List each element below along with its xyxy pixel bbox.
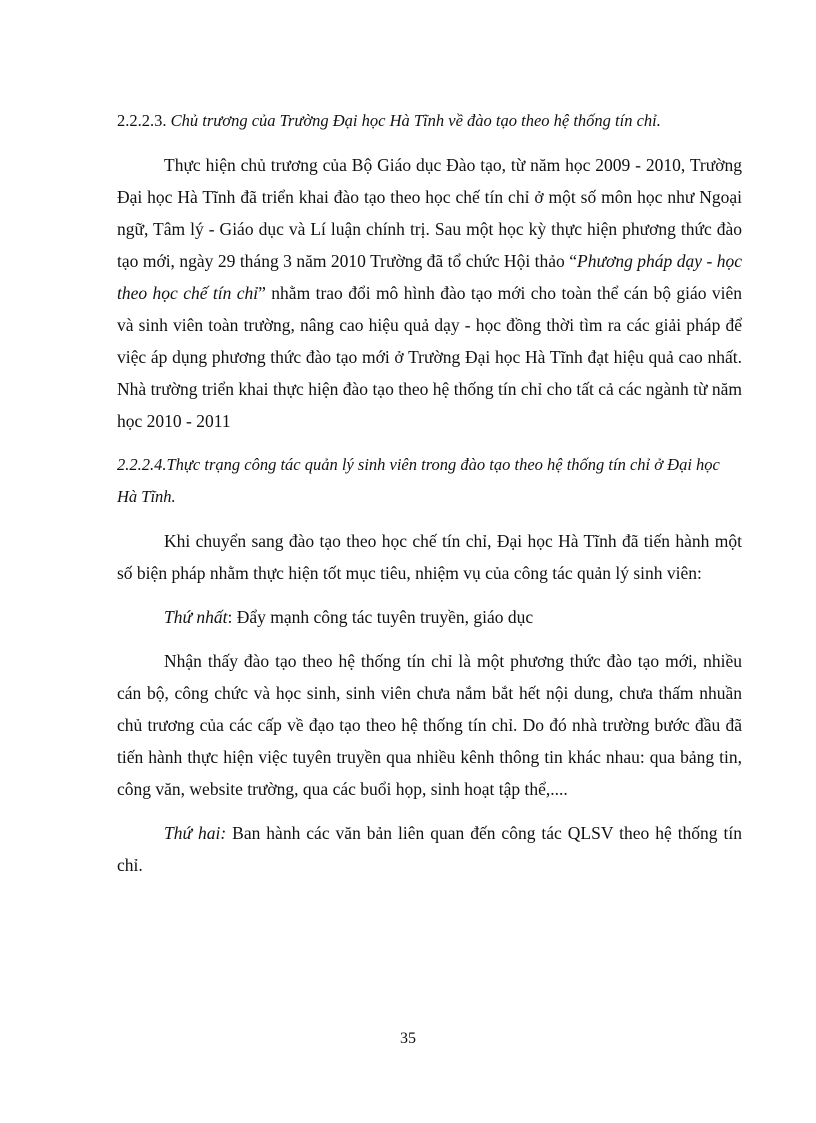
section-number: 2.2.2.3. <box>117 111 167 130</box>
paragraph-text: Thực hiện chủ trương của Bộ Giáo dục Đào tạo, từ năm học 2009 - 2010, Trường Đại học Hà Tĩnh đã triển khai đào tạo theo học chế tín chỉ ở một số môn học như Ngoại ngữ, Tâm lý - Giáo dục và Lí luận chính trị. Sau một học kỳ thực hiện phương thức đào tạo mới, ngày 29 tháng 3 năm 2010 Trường đã tổ chức Hội thảo “ <box>117 155 742 271</box>
document-page <box>117 105 742 893</box>
paragraph-text: ” nhằm trao đổi mô hình đào tạo mới cho toàn thể cán bộ giáo viên và sinh viên toàn trường, nâng cao hiệu quả dạy - học đồng thời tìm ra các giải pháp để việc áp dụng phương thức đào tạo mới ở Trường Đại học Hà Tĩnh đạt hiệu quả cao nhất. Nhà trường triển khai thực hiện đào tạo theo hệ thống tín chỉ cho tất cả các ngành từ năm học 2010 - 2011 <box>117 283 742 431</box>
section-heading-2-2-2-4: 2.2.2.4.Thực trạng công tác quản lý sinh viên trong đào tạo theo hệ thống tín chỉ ở Đại học Hà Tĩnh. <box>117 455 720 506</box>
list-item-second <box>117 817 742 881</box>
section-title: Chủ trương của Trường Đại học Hà Tĩnh về đào tạo theo hệ thống tín chỉ. <box>170 111 661 130</box>
item-text: Ban hành các văn bản liên quan đến công tác QLSV theo hệ thống tín chỉ. <box>117 823 742 875</box>
paragraph-propaganda: Nhận thấy đào tạo theo hệ thống tín chỉ là một phương thức đào tạo mới, nhiều cán bộ, công chức và học sinh, sinh viên chưa nắm bắt hết nội dung, chưa thấm nhuần chủ trương của các cấp về đạo tạo theo hệ thống tín chỉ. Do đó nhà trường bước đầu đã tiến hành thực hiện việc tuyên truyền qua nhiều kênh thông tin khác nhau: qua bảng tin, công văn, website trường, qua các buổi họp, sinh hoạt tập thể,.... <box>117 651 742 799</box>
item-lead: Thứ hai: <box>164 823 227 843</box>
workshop-title: Phương pháp dạy - học theo học chế tín chỉ <box>117 251 743 303</box>
item-text: : Đẩy mạnh công tác tuyên truyền, giáo dục <box>227 607 534 627</box>
page-number: 35 <box>400 1030 416 1047</box>
item-lead: Thứ nhất <box>164 607 228 627</box>
paragraph-implementation <box>117 149 742 437</box>
list-item-first <box>117 601 742 633</box>
paragraph-measures: Khi chuyển sang đào tạo theo học chế tín chỉ, Đại học Hà Tĩnh đã tiến hành một số biện pháp nhằm thực hiện tốt mục tiêu, nhiệm vụ của công tác quản lý sinh viên: <box>117 531 742 583</box>
section-heading-2-2-2-3 <box>117 105 742 137</box>
